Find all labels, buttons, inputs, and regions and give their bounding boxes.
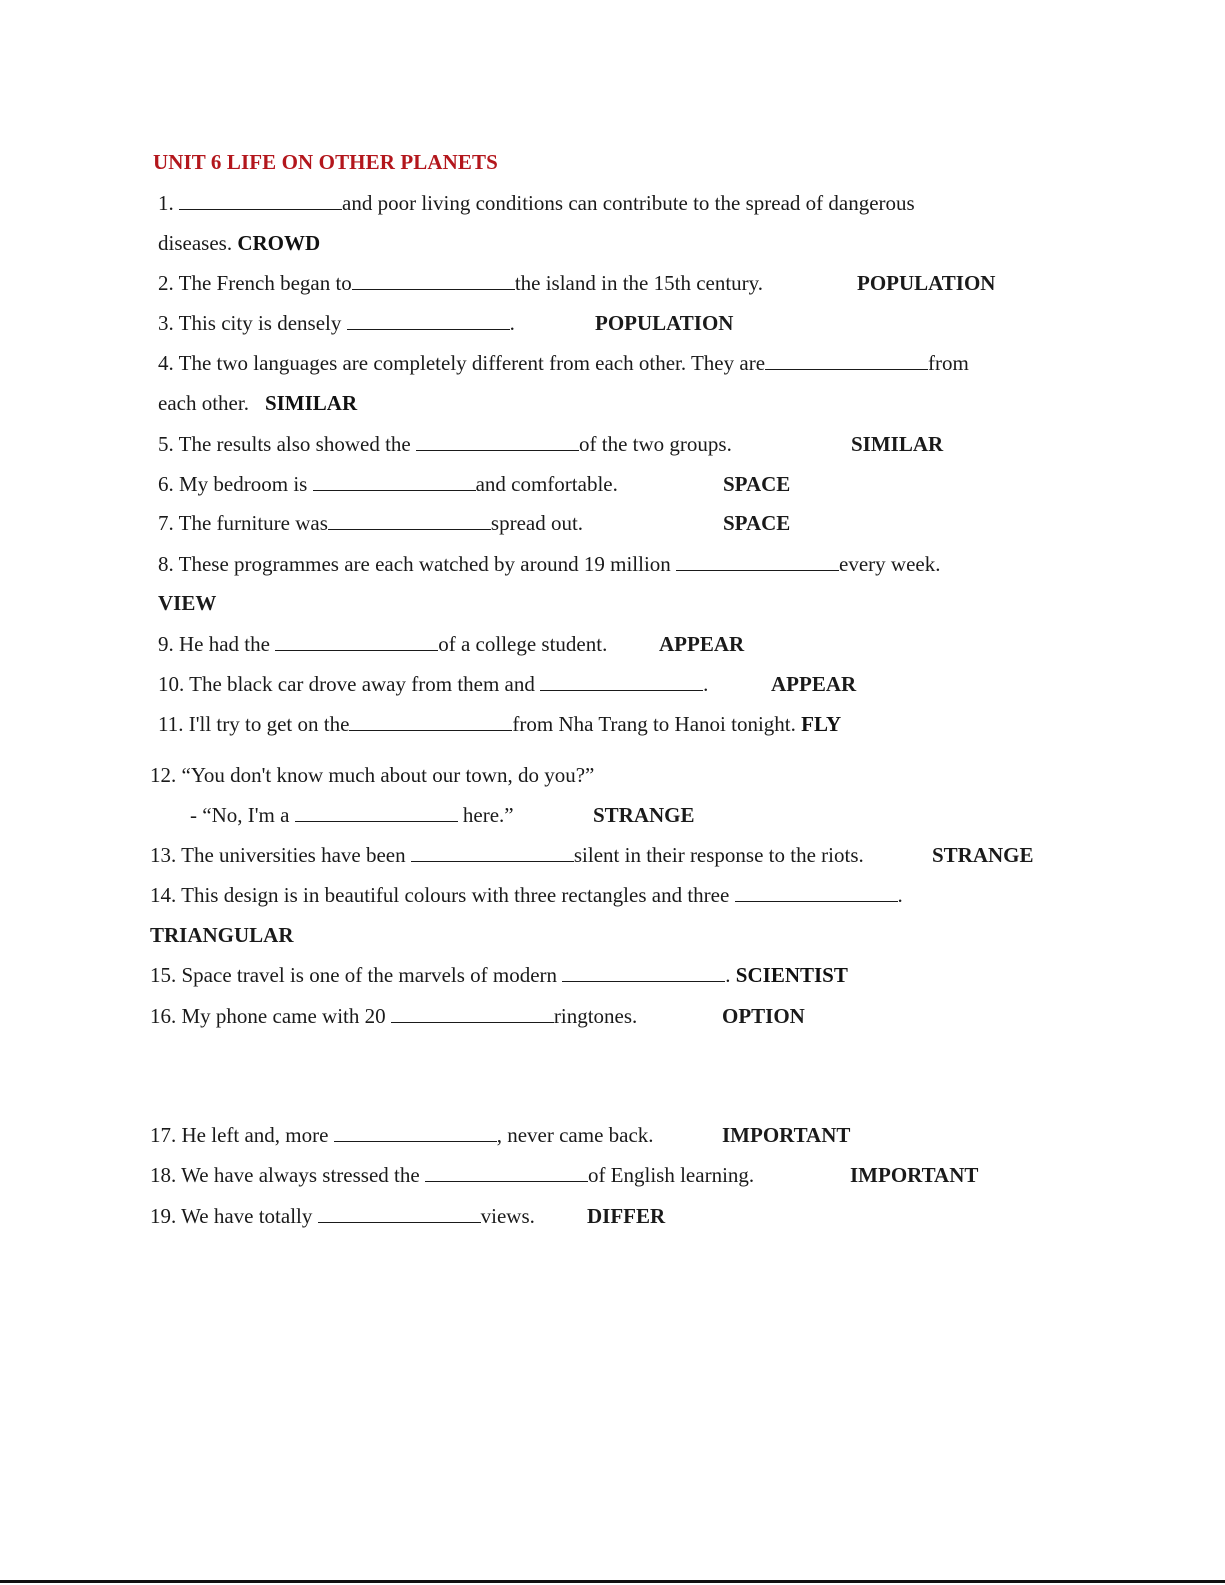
- answer-blank-6[interactable]: [313, 472, 476, 491]
- answer-blank-1[interactable]: [179, 191, 342, 210]
- keyword-4: SIMILAR: [264, 391, 358, 415]
- keyword-8: VIEW: [158, 591, 217, 615]
- keyword-1: CROWD: [237, 231, 321, 255]
- answer-blank-16[interactable]: [391, 1004, 554, 1023]
- question-7: 7. The furniture was spread out.: [158, 511, 584, 535]
- keyword-15: SCIENTIST: [735, 963, 848, 987]
- question-1-cont: diseases. CROWD: [158, 231, 321, 255]
- question-3: 3. This city is densely .: [158, 311, 515, 335]
- question-6: 6. My bedroom is and comfortable.: [158, 472, 618, 496]
- answer-blank-17[interactable]: [334, 1123, 497, 1142]
- keyword-7: SPACE: [723, 511, 791, 535]
- answer-blank-13[interactable]: [411, 843, 574, 862]
- question-15: 15. Space travel is one of the marvels of modern . SCIENTIST: [150, 963, 848, 987]
- question-1: 1. and poor living conditions can contribute to the spread of dangerous: [158, 191, 915, 215]
- answer-blank-15[interactable]: [562, 963, 725, 982]
- keyword-10: APPEAR: [771, 672, 857, 696]
- question-2: 2. The French began to the island in the 15th century.: [158, 271, 764, 295]
- keyword-17: IMPORTANT: [722, 1123, 851, 1147]
- answer-blank-14[interactable]: [735, 883, 898, 902]
- question-4: 4. The two languages are completely different from each other. They are from: [158, 351, 969, 375]
- keyword-6: SPACE: [723, 472, 791, 496]
- answer-blank-18[interactable]: [425, 1163, 588, 1182]
- keyword-9: APPEAR: [659, 632, 745, 656]
- unit-title: UNIT 6 LIFE ON OTHER PLANETS: [153, 150, 498, 174]
- answer-blank-8[interactable]: [676, 552, 839, 571]
- keyword-18: IMPORTANT: [850, 1163, 979, 1187]
- question-11: 11. I'll try to get on the from Nha Trang to Hanoi tonight. FLY: [158, 712, 842, 736]
- question-19: 19. We have totally views.: [150, 1204, 535, 1228]
- answer-blank-4[interactable]: [765, 351, 928, 370]
- keyword-5: SIMILAR: [851, 432, 944, 456]
- keyword-3: POPULATION: [595, 311, 734, 335]
- question-4-cont: each other. SIMILAR: [158, 391, 358, 415]
- answer-blank-10[interactable]: [540, 672, 703, 691]
- answer-blank-2[interactable]: [352, 271, 515, 290]
- page-bottom-border: [0, 1580, 1225, 1583]
- question-14: 14. This design is in beautiful colours with three rectangles and three .: [150, 883, 903, 907]
- question-17: 17. He left and, more , never came back.: [150, 1123, 654, 1147]
- question-10: 10. The black car drove away from them and .: [158, 672, 709, 696]
- question-18: 18. We have always stressed the of English learning.: [150, 1163, 755, 1187]
- answer-blank-12[interactable]: [295, 803, 458, 822]
- keyword-11: FLY: [801, 712, 842, 736]
- keyword-12: STRANGE: [593, 803, 695, 827]
- answer-blank-9[interactable]: [275, 632, 438, 651]
- keyword-2: POPULATION: [857, 271, 996, 295]
- answer-blank-19[interactable]: [318, 1204, 481, 1223]
- keyword-13: STRANGE: [932, 843, 1034, 867]
- answer-blank-5[interactable]: [416, 432, 579, 451]
- question-8: 8. These programmes are each watched by around 19 million every week.: [158, 552, 941, 576]
- keyword-19: DIFFER: [587, 1204, 666, 1228]
- answer-blank-11[interactable]: [349, 712, 512, 731]
- answer-blank-7[interactable]: [328, 511, 491, 530]
- question-12-reply: - “No, I'm a here.”: [190, 803, 514, 827]
- question-12: 12. “You don't know much about our town, do you?”: [150, 763, 595, 787]
- keyword-14: TRIANGULAR: [150, 923, 294, 947]
- question-13: 13. The universities have been silent in their response to the riots.: [150, 843, 864, 867]
- question-9: 9. He had the of a college student.: [158, 632, 608, 656]
- keyword-16: OPTION: [722, 1004, 805, 1028]
- question-5: 5. The results also showed the of the two groups.: [158, 432, 732, 456]
- answer-blank-3[interactable]: [347, 311, 510, 330]
- question-16: 16. My phone came with 20 ringtones.: [150, 1004, 638, 1028]
